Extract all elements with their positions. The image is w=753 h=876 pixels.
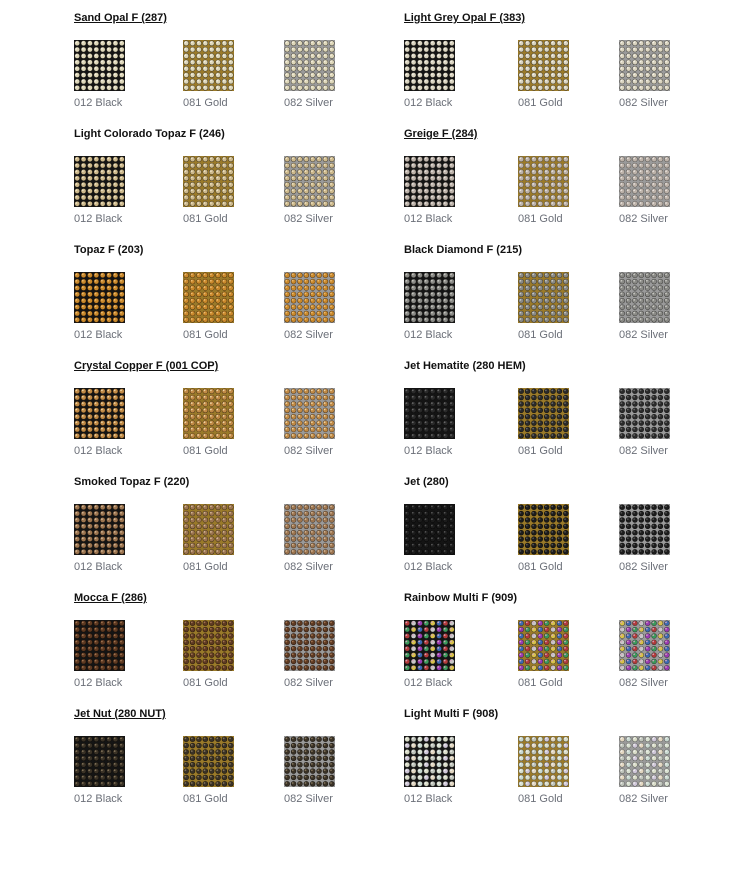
- swatch-label: 012 Black: [404, 97, 453, 109]
- group-title: Rainbow Multi F (909): [404, 592, 518, 604]
- swatch-group: [404, 580, 704, 696]
- swatch-label: 081 Gold: [183, 213, 228, 225]
- swatch-label: 081 Gold: [518, 329, 563, 341]
- swatch-image[interactable]: [404, 40, 455, 91]
- swatch-group: [74, 580, 374, 696]
- swatch-label: 012 Black: [404, 793, 453, 805]
- swatch-image[interactable]: [284, 620, 335, 671]
- swatch-group: [404, 0, 704, 116]
- swatch-label: 081 Gold: [518, 677, 563, 689]
- group-title: Light Multi F (908): [404, 708, 499, 720]
- swatch-image[interactable]: [183, 40, 234, 91]
- swatch-label: 081 Gold: [518, 97, 563, 109]
- swatch-image[interactable]: [183, 736, 234, 787]
- swatch-image[interactable]: [518, 272, 569, 323]
- swatch-group: [74, 0, 374, 116]
- group-title: Topaz F (203): [74, 244, 144, 256]
- swatch-image[interactable]: [518, 40, 569, 91]
- swatch-label: 082 Silver: [284, 213, 333, 225]
- swatch-image[interactable]: [74, 40, 125, 91]
- swatch-image[interactable]: [619, 736, 670, 787]
- swatch-label: 082 Silver: [284, 329, 333, 341]
- group-title-link[interactable]: Light Grey Opal F (383): [404, 12, 526, 24]
- swatch-image[interactable]: [74, 504, 125, 555]
- group-title: Jet Hematite (280 HEM): [404, 360, 526, 372]
- swatch-image[interactable]: [284, 156, 335, 207]
- swatch-image[interactable]: [518, 504, 569, 555]
- swatch-label: 082 Silver: [619, 97, 668, 109]
- swatch-label: 081 Gold: [518, 445, 563, 457]
- swatch-image[interactable]: [74, 156, 125, 207]
- swatch-image[interactable]: [404, 272, 455, 323]
- swatch-image[interactable]: [404, 388, 455, 439]
- swatch-image[interactable]: [619, 504, 670, 555]
- swatch-image[interactable]: [183, 156, 234, 207]
- swatch-group: [404, 696, 704, 812]
- swatch-image[interactable]: [284, 272, 335, 323]
- swatch-label: 012 Black: [74, 445, 123, 457]
- swatch-image[interactable]: [284, 736, 335, 787]
- group-title: Light Colorado Topaz F (246): [74, 128, 225, 140]
- swatch-image[interactable]: [183, 272, 234, 323]
- swatch-group: [404, 116, 704, 232]
- swatch-label: 012 Black: [74, 329, 123, 341]
- swatch-label: 012 Black: [404, 677, 453, 689]
- swatch-image[interactable]: [619, 156, 670, 207]
- swatch-image[interactable]: [284, 40, 335, 91]
- swatch-label: 012 Black: [404, 329, 453, 341]
- swatch-image[interactable]: [404, 620, 455, 671]
- swatch-label: 082 Silver: [619, 445, 668, 457]
- swatch-image[interactable]: [74, 388, 125, 439]
- swatch-image[interactable]: [183, 388, 234, 439]
- group-title-link[interactable]: Mocca F (286): [74, 592, 147, 604]
- swatch-label: 082 Silver: [284, 97, 333, 109]
- swatch-image[interactable]: [74, 736, 125, 787]
- swatch-label: 081 Gold: [183, 97, 228, 109]
- swatch-image[interactable]: [518, 388, 569, 439]
- swatch-label: 082 Silver: [619, 793, 668, 805]
- swatch-label: 082 Silver: [619, 561, 668, 573]
- swatch-label: 081 Gold: [183, 561, 228, 573]
- swatch-label: 081 Gold: [183, 445, 228, 457]
- swatch-image[interactable]: [404, 736, 455, 787]
- swatch-label: 082 Silver: [284, 561, 333, 573]
- swatch-image[interactable]: [74, 620, 125, 671]
- swatch-label: 012 Black: [74, 97, 123, 109]
- swatch-label: 012 Black: [404, 561, 453, 573]
- swatch-label: 082 Silver: [284, 677, 333, 689]
- group-title-link[interactable]: Jet Nut (280 NUT): [74, 708, 166, 720]
- swatch-label: 081 Gold: [183, 677, 228, 689]
- swatch-label: 081 Gold: [183, 793, 228, 805]
- swatch-group: [74, 232, 374, 348]
- swatch-label: 082 Silver: [619, 677, 668, 689]
- swatch-label: 012 Black: [74, 793, 123, 805]
- swatch-group: [74, 116, 374, 232]
- swatch-label: 082 Silver: [619, 329, 668, 341]
- group-title-link[interactable]: Crystal Copper F (001 COP): [74, 360, 219, 372]
- swatch-label: 082 Silver: [284, 445, 333, 457]
- swatch-image[interactable]: [619, 40, 670, 91]
- swatch-group: [404, 348, 704, 464]
- group-title: Smoked Topaz F (220): [74, 476, 190, 488]
- swatch-image[interactable]: [619, 272, 670, 323]
- group-title-link[interactable]: Greige F (284): [404, 128, 478, 140]
- swatch-label: 012 Black: [74, 677, 123, 689]
- swatch-group: [404, 232, 704, 348]
- swatch-image[interactable]: [518, 736, 569, 787]
- swatch-image[interactable]: [404, 504, 455, 555]
- swatch-label: 012 Black: [404, 445, 453, 457]
- swatch-image[interactable]: [183, 620, 234, 671]
- swatch-label: 012 Black: [74, 561, 123, 573]
- swatch-image[interactable]: [404, 156, 455, 207]
- swatch-group: [404, 464, 704, 580]
- swatch-image[interactable]: [518, 156, 569, 207]
- swatch-label: 081 Gold: [518, 213, 563, 225]
- swatch-label: 012 Black: [404, 213, 453, 225]
- swatch-label: 082 Silver: [619, 213, 668, 225]
- swatch-image[interactable]: [284, 504, 335, 555]
- swatch-group: [74, 348, 374, 464]
- swatch-label: 012 Black: [74, 213, 123, 225]
- group-title: Black Diamond F (215): [404, 244, 522, 256]
- swatch-label: 082 Silver: [284, 793, 333, 805]
- swatch-group: [74, 464, 374, 580]
- swatch-image[interactable]: [518, 620, 569, 671]
- swatch-image[interactable]: [284, 388, 335, 439]
- swatch-image[interactable]: [74, 272, 125, 323]
- swatch-label: 081 Gold: [518, 793, 563, 805]
- group-title-link[interactable]: Sand Opal F (287): [74, 12, 167, 24]
- swatch-label: 081 Gold: [183, 329, 228, 341]
- swatch-group: [74, 696, 374, 812]
- swatch-image[interactable]: [619, 388, 670, 439]
- swatch-label: 081 Gold: [518, 561, 563, 573]
- swatch-image[interactable]: [619, 620, 670, 671]
- swatch-image[interactable]: [183, 504, 234, 555]
- group-title: Jet (280): [404, 476, 449, 488]
